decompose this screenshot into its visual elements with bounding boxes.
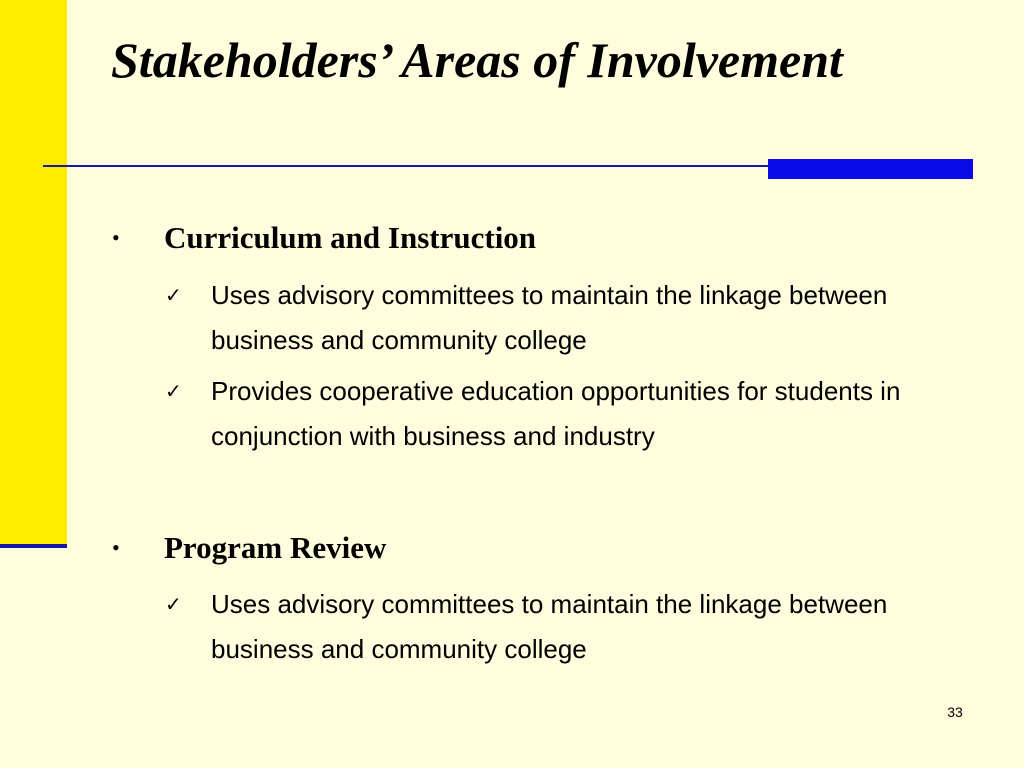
checkmark-icon: ✓	[165, 379, 182, 403]
checklist-item	[165, 369, 925, 459]
bullet-icon: •	[112, 225, 120, 250]
checklist-item	[165, 273, 925, 363]
checkmark-icon: ✓	[165, 592, 182, 616]
section-heading-text: Program Review	[164, 530, 387, 565]
slide-number: 33	[947, 704, 963, 720]
section-heading-program-review	[112, 530, 386, 566]
checklist-item-text: Uses advisory committees to maintain the linkage between business and community college	[211, 589, 888, 664]
checklist-item	[165, 582, 925, 672]
checkmark-icon: ✓	[165, 283, 182, 307]
slide-title: Stakeholders’ Areas of Involvement	[111, 32, 843, 88]
bullet-icon: •	[112, 535, 120, 560]
section-heading-text: Curriculum and Instruction	[164, 220, 537, 255]
section-heading-curriculum	[112, 220, 536, 256]
checklist-item-text: Provides cooperative education opportunities for students in conjunction with business and industry	[211, 376, 901, 451]
checklist-item-text: Uses advisory committees to maintain the linkage between business and community college	[211, 280, 888, 355]
